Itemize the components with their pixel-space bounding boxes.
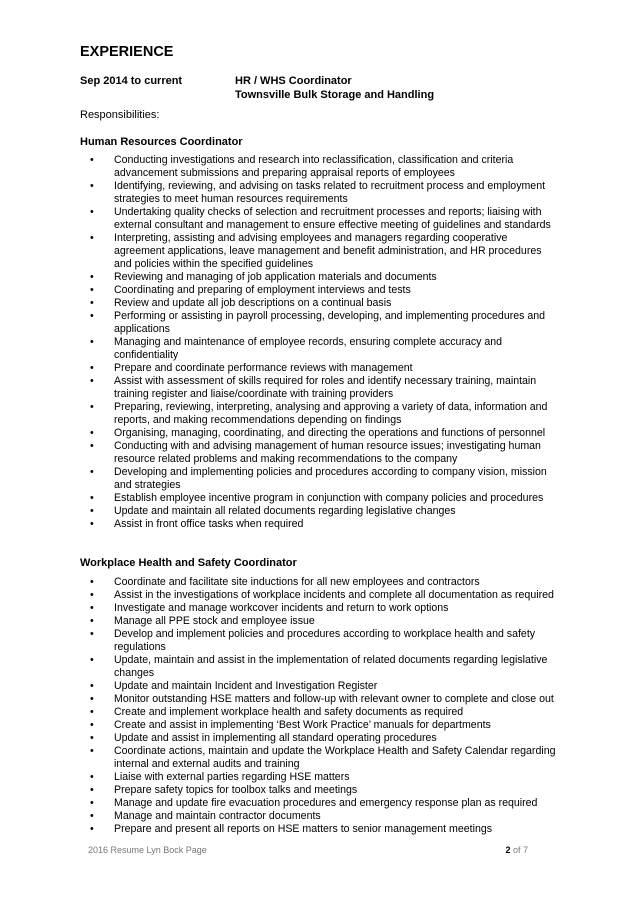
bullet-icon: • <box>90 784 94 796</box>
list-item <box>80 719 570 732</box>
page-total: 7 <box>522 845 528 855</box>
responsibilities-label: Responsibilities: <box>80 109 160 121</box>
list-item-line: Assist in the investigations of workplace incidents and complete all documentation as required <box>114 589 554 601</box>
bullet-icon: • <box>90 310 94 322</box>
list-item-line: Establish employee incentive program in conjunction with company policies and procedures <box>114 492 544 504</box>
list-item <box>80 628 570 654</box>
bullet-icon: • <box>90 732 94 744</box>
list-item <box>80 401 570 427</box>
bullet-icon: • <box>90 284 94 296</box>
bullet-icon: • <box>90 336 94 348</box>
list-item <box>80 823 570 836</box>
list-item <box>80 297 570 310</box>
list-item <box>80 810 570 823</box>
list-item-line: Reviewing and managing of job application materials and documents <box>114 271 437 283</box>
list-item-line: Identifying, reviewing, and advising on tasks related to recruitment process and employment <box>114 180 546 192</box>
list-item <box>80 206 570 232</box>
bullet-icon: • <box>90 362 94 374</box>
job-title: HR / WHS Coordinator <box>235 75 352 87</box>
bullet-icon: • <box>90 654 94 666</box>
list-item-line: Assist in front office tasks when required <box>114 518 304 530</box>
list-item <box>80 784 570 797</box>
list-item-line: Conducting investigations and research into reclassification, classification and criteria <box>114 154 514 166</box>
list-item-line: Interpreting, assisting and advising employees and managers regarding cooperative <box>114 232 508 244</box>
page-number <box>505 845 528 855</box>
list-item-line: Manage and update fire evacuation procedures and emergency response plan as required <box>114 797 538 809</box>
list-item-line: training register and liaise/coordinate with training providers <box>114 388 394 400</box>
list-item-line: reports, and making recommendations depending on findings <box>114 414 402 426</box>
hr-responsibilities-list <box>80 154 570 531</box>
list-item <box>80 732 570 745</box>
list-item <box>80 706 570 719</box>
list-item <box>80 440 570 466</box>
list-item-line: Undertaking quality checks of selection and recruitment processes and reports; liaising with <box>114 206 542 218</box>
company-name: Townsville Bulk Storage and Handling <box>235 89 435 101</box>
bullet-icon: • <box>90 680 94 692</box>
list-item <box>80 375 570 401</box>
bullet-icon: • <box>90 615 94 627</box>
list-item-line: Create and assist in implementing ‘Best Work Practice’ manuals for departments <box>114 719 491 731</box>
bullet-icon: • <box>90 375 94 387</box>
list-item <box>80 797 570 810</box>
list-item <box>80 505 570 518</box>
bullet-icon: • <box>90 466 94 478</box>
list-item-line: Update and assist in implementing all standard operating procedures <box>114 732 437 744</box>
list-item <box>80 589 570 602</box>
list-item-line: Investigate and manage workcover incidents and return to work options <box>114 602 449 614</box>
list-item <box>80 771 570 784</box>
list-item <box>80 576 570 589</box>
list-item-line: Create and implement workplace health and safety documents as required <box>114 706 464 718</box>
list-item-line: Update, maintain and assist in the implementation of related documents regarding legislative <box>114 654 548 666</box>
page-current: 2 <box>505 845 511 855</box>
bullet-icon: • <box>90 797 94 809</box>
list-item-line: Manage all PPE stock and employee issue <box>114 615 315 627</box>
list-item <box>80 745 570 771</box>
list-item <box>80 466 570 492</box>
list-item <box>80 310 570 336</box>
list-item-line: Prepare and coordinate performance reviews with management <box>114 362 413 374</box>
bullet-icon: • <box>90 271 94 283</box>
list-item-line: Coordinate and facilitate site inductions for all new employees and contractors <box>114 576 480 588</box>
job-period: Sep 2014 to current <box>80 75 183 87</box>
list-item-line: Update and maintain all related documents regarding legislative changes <box>114 505 456 517</box>
bullet-icon: • <box>90 602 94 614</box>
list-item <box>80 180 570 206</box>
list-item-line: applications <box>114 323 170 335</box>
list-item <box>80 271 570 284</box>
list-item <box>80 518 570 531</box>
bullet-icon: • <box>90 771 94 783</box>
list-item <box>80 602 570 615</box>
list-item-line: changes <box>114 667 155 679</box>
list-item <box>80 284 570 297</box>
list-item-line: Update and maintain Incident and Investigation Register <box>114 680 378 692</box>
list-item-line: Develop and implement policies and procedures according to workplace health and safety <box>114 628 536 640</box>
list-item-line: Review and update all job descriptions on a continual basis <box>114 297 392 309</box>
bullet-icon: • <box>90 427 94 439</box>
bullet-icon: • <box>90 745 94 757</box>
page-of: of <box>510 845 523 855</box>
list-item-line: Conducting with and advising management of human resource issues; investigating human <box>114 440 541 452</box>
list-item-line: Coordinating and preparing of employment interviews and tests <box>114 284 411 296</box>
bullet-icon: • <box>90 154 94 166</box>
bullet-icon: • <box>90 810 94 822</box>
list-item <box>80 336 570 362</box>
bullet-icon: • <box>90 518 94 530</box>
list-item <box>80 680 570 693</box>
list-item-line: Prepare and present all reports on HSE matters to senior management meetings <box>114 823 493 835</box>
hr-heading: Human Resources Coordinator <box>80 136 243 148</box>
list-item-line: Organising, managing, coordinating, and directing the operations and functions of personnel <box>114 427 546 439</box>
list-item <box>80 693 570 706</box>
bullet-icon: • <box>90 505 94 517</box>
section-title: EXPERIENCE <box>80 44 174 60</box>
bullet-icon: • <box>90 492 94 504</box>
list-item-line: external consultant and management to ensure effective meeting of guidelines and standards <box>114 219 551 231</box>
list-item-line: Coordinate actions, maintain and update the Workplace Health and Safety Calendar regarding <box>114 745 556 757</box>
bullet-icon: • <box>90 628 94 640</box>
list-item-line: Monitor outstanding HSE matters and follow-up with relevant owner to complete and close out <box>114 693 554 705</box>
list-item <box>80 362 570 375</box>
list-item <box>80 654 570 680</box>
job-title-block <box>235 74 555 102</box>
bullet-icon: • <box>90 440 94 452</box>
list-item <box>80 615 570 628</box>
whs-responsibilities-list <box>80 576 570 836</box>
footer-text: 2016 Resume Lyn Bock Page <box>88 845 207 855</box>
list-item-line: confidentiality <box>114 349 179 361</box>
list-item-line: regulations <box>114 641 166 653</box>
bullet-icon: • <box>90 693 94 705</box>
bullet-icon: • <box>90 232 94 244</box>
whs-heading: Workplace Health and Safety Coordinator <box>80 557 297 569</box>
list-item-line: and strategies <box>114 479 181 491</box>
bullet-icon: • <box>90 297 94 309</box>
list-item-line: advancement submissions and preparing appraisal reports of employees <box>114 167 455 179</box>
list-item-line: internal and external audits and training <box>114 758 300 770</box>
bullet-icon: • <box>90 823 94 835</box>
bullet-icon: • <box>90 206 94 218</box>
list-item-line: Managing and maintenance of employee records, ensuring complete accuracy and <box>114 336 503 348</box>
bullet-icon: • <box>90 706 94 718</box>
list-item-line: resource related problems and making recommendations to the company <box>114 453 458 465</box>
list-item <box>80 154 570 180</box>
bullet-icon: • <box>90 719 94 731</box>
list-item-line: strategies to meet human resources requirements <box>114 193 348 205</box>
list-item-line: Assist with assessment of skills required for roles and identify necessary training, maintain <box>114 375 537 387</box>
list-item-line: and policies within the specified guidelines <box>114 258 314 270</box>
bullet-icon: • <box>90 589 94 601</box>
list-item-line: Developing and implementing policies and procedures according to company vision, mission <box>114 466 547 478</box>
bullet-icon: • <box>90 401 94 413</box>
bullet-icon: • <box>90 576 94 588</box>
list-item-line: Preparing, reviewing, interpreting, analysing and approving a variety of data, information and <box>114 401 548 413</box>
list-item-line: Performing or assisting in payroll processing, developing, and implementing procedures and <box>114 310 546 322</box>
list-item-line: Liaise with external parties regarding HSE matters <box>114 771 350 783</box>
list-item <box>80 232 570 271</box>
list-item <box>80 427 570 440</box>
list-item-line: Prepare safety topics for toolbox talks and meetings <box>114 784 358 796</box>
list-item <box>80 492 570 505</box>
list-item-line: agreement applications, leave management and benefit administration, and HR procedures <box>114 245 542 257</box>
bullet-icon: • <box>90 180 94 192</box>
list-item-line: Manage and maintain contractor documents <box>114 810 321 822</box>
